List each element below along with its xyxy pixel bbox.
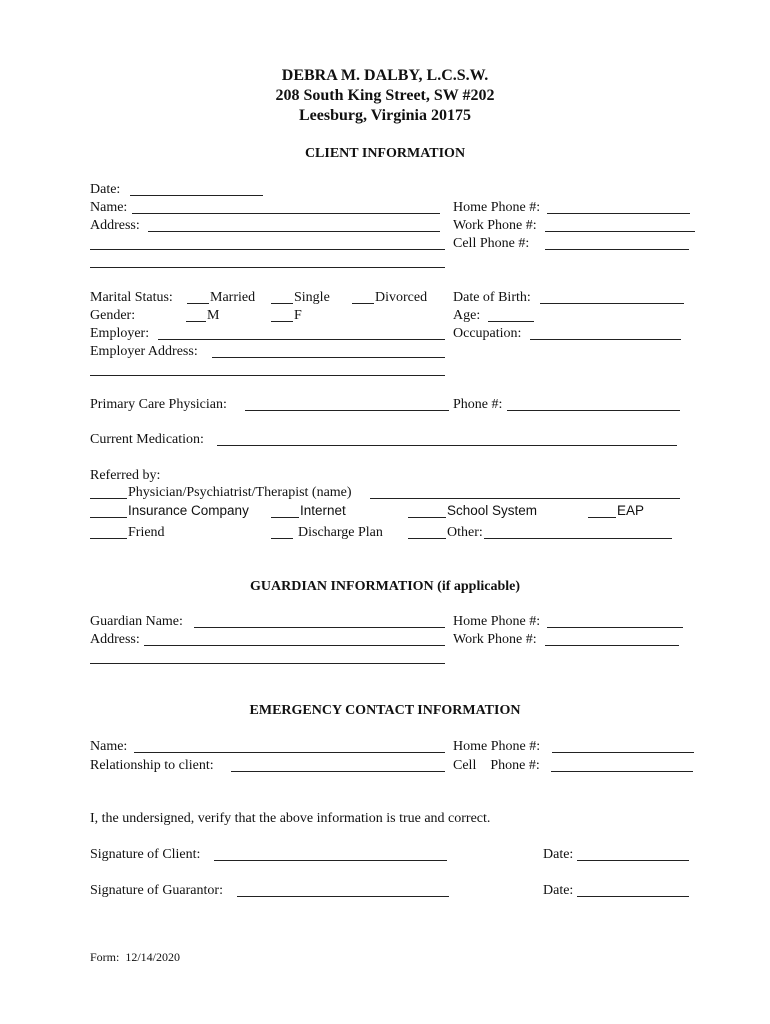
work-phone-field[interactable] (545, 231, 695, 232)
medication-field[interactable] (217, 445, 677, 446)
relationship-label: Relationship to client: (90, 758, 214, 773)
pcp-label: Primary Care Physician: (90, 397, 227, 412)
guardian-name-field[interactable] (194, 627, 445, 628)
other-field[interactable] (484, 538, 672, 539)
school-option: School System (447, 503, 538, 518)
medication-label: Current Medication: (90, 432, 204, 447)
occupation-field[interactable] (530, 339, 681, 340)
client-signature-field[interactable] (214, 860, 447, 861)
emergency-home-phone-field[interactable] (552, 752, 694, 753)
emergency-home-phone-label: Home Phone #: (453, 739, 541, 754)
married-option: Married (210, 290, 256, 305)
female-option: F (294, 308, 302, 323)
discharge-blank[interactable] (271, 538, 293, 539)
address-label: Address: (90, 218, 140, 233)
home-phone-label: Home Phone #: (453, 200, 541, 215)
practitioner-name: DEBRA M. DALBY, L.C.S.W. (281, 67, 489, 84)
employer-address-label: Employer Address: (90, 344, 198, 359)
emergency-cell-phone-label: Cell Phone #: (453, 758, 540, 773)
friend-option: Friend (128, 525, 165, 540)
discharge-option: Discharge Plan (298, 525, 383, 540)
single-blank[interactable] (271, 303, 293, 304)
married-blank[interactable] (187, 303, 209, 304)
dob-field[interactable] (540, 303, 684, 304)
eap-blank[interactable] (588, 517, 616, 518)
verification-statement: I, the undersigned, verify that the above information is true and correct. (90, 811, 491, 826)
employer-address-field-2[interactable] (90, 375, 445, 376)
date-field[interactable] (130, 195, 263, 196)
divorced-option: Divorced (375, 290, 428, 305)
age-label: Age: (453, 308, 481, 323)
emergency-name-field[interactable] (134, 752, 445, 753)
internet-blank[interactable] (271, 517, 299, 518)
guarantor-signature-label: Signature of Guarantor: (90, 883, 223, 898)
occupation-label: Occupation: (453, 326, 522, 341)
emergency-info-title: EMERGENCY CONTACT INFORMATION (249, 703, 521, 718)
male-option: M (207, 308, 220, 323)
insurance-blank[interactable] (90, 517, 127, 518)
name-label: Name: (90, 200, 128, 215)
pcp-field[interactable] (245, 410, 449, 411)
cell-phone-label: Cell Phone #: (453, 236, 530, 251)
practice-street: 208 South King Street, SW #202 (275, 87, 495, 104)
address-field-3[interactable] (90, 267, 445, 268)
marital-status-label: Marital Status: (90, 290, 173, 305)
guardian-home-phone-label: Home Phone #: (453, 614, 541, 629)
client-signature-label: Signature of Client: (90, 847, 201, 862)
guardian-work-phone-field[interactable] (545, 645, 679, 646)
single-option: Single (294, 290, 330, 305)
address-field-2[interactable] (90, 249, 445, 250)
guardian-name-label: Guardian Name: (90, 614, 183, 629)
pcp-phone-label: Phone #: (453, 397, 503, 412)
physician-name-field[interactable] (370, 498, 680, 499)
client-info-title: CLIENT INFORMATION (304, 146, 466, 161)
male-blank[interactable] (186, 321, 206, 322)
guardian-home-phone-field[interactable] (547, 627, 683, 628)
gender-label: Gender: (90, 308, 136, 323)
guardian-work-phone-label: Work Phone #: (453, 632, 537, 647)
cell-phone-field[interactable] (545, 249, 689, 250)
relationship-field[interactable] (231, 771, 445, 772)
practice-city: Leesburg, Virginia 20175 (298, 107, 471, 124)
eap-option: EAP (617, 503, 645, 518)
form-date: Form: 12/14/2020 (90, 950, 181, 964)
guardian-address-field-1[interactable] (144, 645, 445, 646)
other-blank[interactable] (408, 538, 446, 539)
home-phone-field[interactable] (547, 213, 690, 214)
physician-blank[interactable] (90, 498, 127, 499)
school-blank[interactable] (408, 517, 446, 518)
friend-blank[interactable] (90, 538, 127, 539)
employer-label: Employer: (90, 326, 150, 341)
guarantor-signature-date-label: Date: (543, 883, 574, 898)
name-field[interactable] (132, 213, 440, 214)
pcp-phone-field[interactable] (507, 410, 680, 411)
address-field-1[interactable] (148, 231, 440, 232)
age-field[interactable] (488, 321, 534, 322)
employer-field[interactable] (158, 339, 445, 340)
female-blank[interactable] (271, 321, 293, 322)
client-signature-date-field[interactable] (577, 860, 689, 861)
date-label: Date: (90, 182, 121, 197)
insurance-option: Insurance Company (128, 503, 249, 518)
work-phone-label: Work Phone #: (453, 218, 537, 233)
dob-label: Date of Birth: (453, 290, 531, 305)
guarantor-signature-field[interactable] (237, 896, 449, 897)
emergency-cell-phone-field[interactable] (551, 771, 693, 772)
employer-address-field-1[interactable] (212, 357, 445, 358)
internet-option: Internet (300, 503, 346, 518)
physician-option: Physician/Psychiatrist/Therapist (name) (128, 485, 352, 500)
divorced-blank[interactable] (352, 303, 374, 304)
client-signature-date-label: Date: (543, 847, 574, 862)
emergency-name-label: Name: (90, 739, 128, 754)
guardian-address-field-2[interactable] (90, 663, 445, 664)
guarantor-signature-date-field[interactable] (577, 896, 689, 897)
other-option: Other: (447, 525, 483, 540)
guardian-info-title: GUARDIAN INFORMATION (if applicable) (249, 579, 520, 594)
referred-by-label: Referred by: (90, 468, 161, 483)
guardian-address-label: Address: (90, 632, 140, 647)
